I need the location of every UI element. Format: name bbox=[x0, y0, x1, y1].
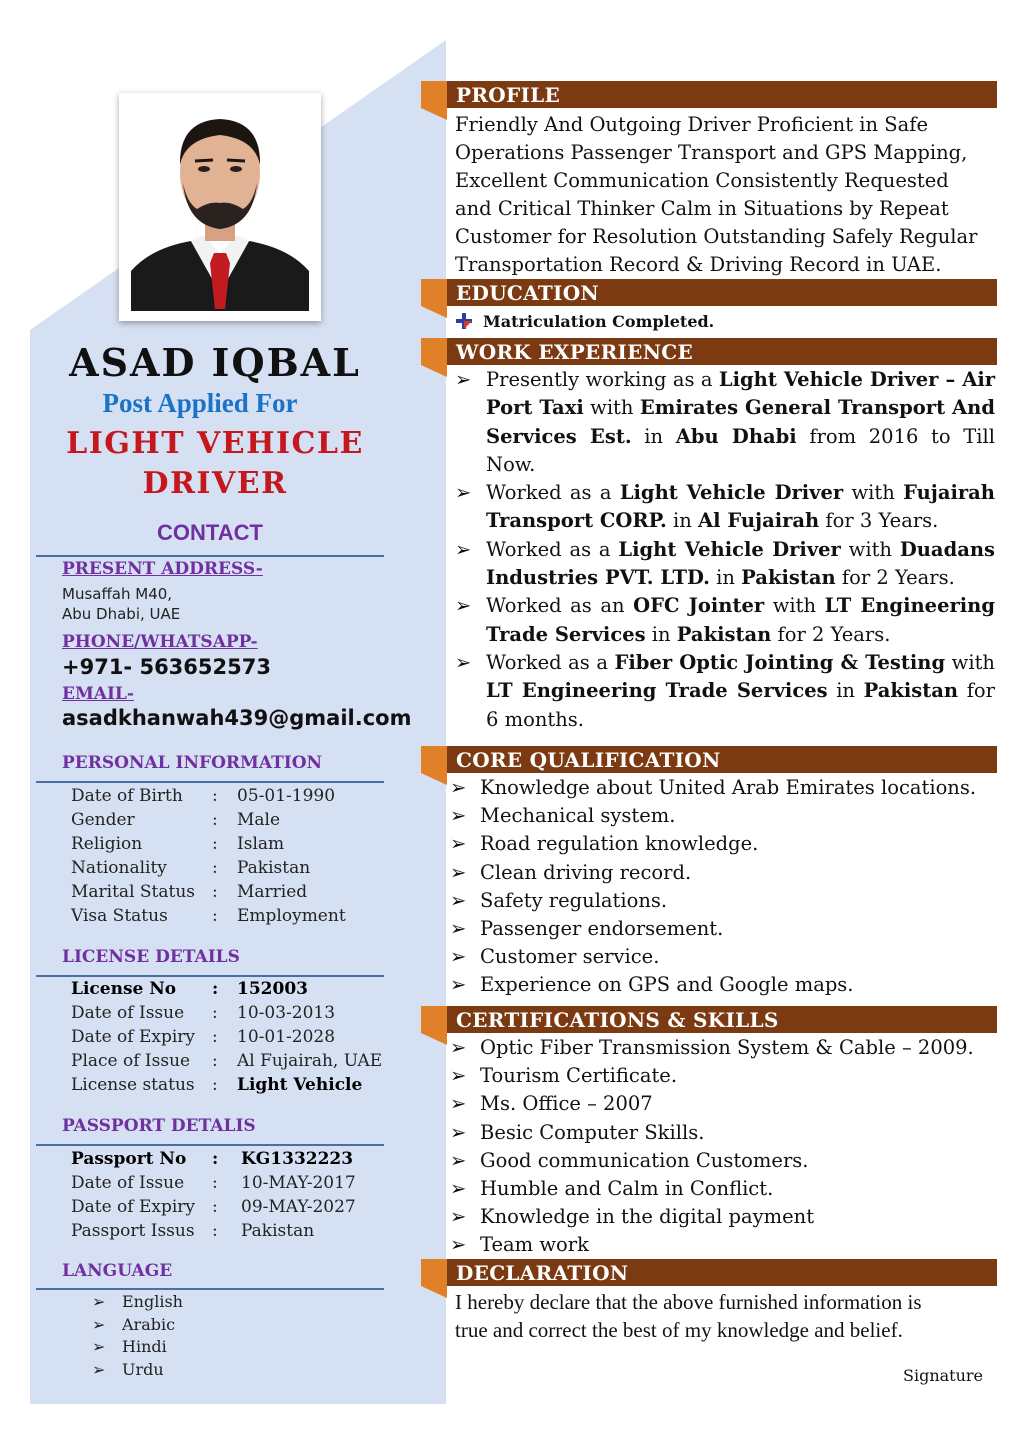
portrait-image bbox=[131, 103, 309, 311]
list-item bbox=[450, 1034, 1000, 1062]
arrow-bullet-icon: ➢ bbox=[450, 804, 467, 828]
header-tab bbox=[421, 338, 447, 365]
passport-details-title: PASSPORT DETALIS bbox=[62, 1116, 256, 1136]
colon: : bbox=[212, 979, 219, 999]
colon: : bbox=[212, 810, 218, 830]
language-list bbox=[92, 1291, 183, 1381]
work-text: with bbox=[843, 481, 904, 505]
table-row bbox=[66, 1025, 382, 1049]
field-label: Passport No bbox=[71, 1149, 187, 1169]
post-title-line-1: LIGHT VEHICLE bbox=[66, 426, 364, 461]
list-item bbox=[450, 1231, 1000, 1259]
certification-text: Knowledge in the digital payment bbox=[480, 1205, 815, 1229]
work-text: Worked as an bbox=[486, 594, 634, 618]
field-value: Married bbox=[237, 882, 308, 902]
arrow-bullet-icon: ➢ bbox=[92, 1359, 106, 1379]
field-value: 152003 bbox=[237, 979, 308, 999]
table-row bbox=[66, 1195, 356, 1219]
arrow-bullet-icon: ➢ bbox=[92, 1314, 106, 1334]
personal-info-table bbox=[66, 784, 346, 928]
bullet-star-icon bbox=[455, 313, 473, 329]
personal-info-title: PERSONAL INFORMATION bbox=[62, 753, 323, 773]
list-item bbox=[92, 1314, 183, 1337]
license-details-title: LICENSE DETAILS bbox=[62, 947, 240, 967]
header-tab bbox=[421, 1006, 447, 1033]
table-row bbox=[66, 1147, 356, 1171]
certification-text: Good communication Customers. bbox=[480, 1148, 809, 1172]
work-company: LT Engineering Trade Services bbox=[486, 679, 828, 703]
colon: : bbox=[212, 1003, 218, 1023]
list-item bbox=[450, 1203, 1000, 1231]
license-table bbox=[66, 977, 382, 1097]
list-item bbox=[455, 536, 995, 593]
section-title: WORK EXPERIENCE bbox=[456, 340, 694, 364]
arrow-bullet-icon: ➢ bbox=[450, 1064, 467, 1088]
list-item bbox=[455, 592, 995, 649]
field-label: Date of Expiry bbox=[71, 1027, 196, 1047]
work-company: Duadans Industries PVT. LTD. bbox=[486, 537, 995, 590]
field-value: Employment bbox=[237, 906, 346, 926]
divider bbox=[36, 781, 384, 783]
field-label: License status bbox=[71, 1075, 195, 1095]
section-title: CORE QUALIFICATION bbox=[456, 748, 721, 772]
email-address[interactable]: asadkhanwah439@gmail.com bbox=[62, 706, 412, 730]
arrow-bullet-icon: ➢ bbox=[450, 1092, 467, 1116]
colon: : bbox=[212, 858, 218, 878]
qualification-text: Passenger endorsement. bbox=[480, 917, 724, 941]
list-item bbox=[450, 859, 1000, 887]
arrow-bullet-icon: ➢ bbox=[450, 888, 467, 912]
table-row bbox=[66, 1001, 382, 1025]
table-row bbox=[66, 808, 346, 832]
qualification-text: Mechanical system. bbox=[480, 804, 676, 828]
section-title: CERTIFICATIONS & SKILLS bbox=[456, 1008, 779, 1032]
header-fold bbox=[421, 1286, 447, 1298]
section-header-education bbox=[421, 279, 997, 306]
core-qualification-list bbox=[450, 774, 1000, 1000]
table-row bbox=[66, 784, 346, 808]
field-value: Al Fujairah, UAE bbox=[237, 1051, 383, 1071]
work-text: with bbox=[840, 537, 900, 561]
address-line-2: Abu Dhabi, UAE bbox=[62, 605, 181, 623]
arrow-bullet-icon: ➢ bbox=[450, 973, 467, 997]
arrow-bullet-icon: ➢ bbox=[450, 1205, 467, 1229]
list-item bbox=[450, 774, 1000, 802]
declaration-text bbox=[455, 1288, 1000, 1344]
work-text: in bbox=[666, 509, 699, 533]
table-row bbox=[66, 977, 382, 1001]
table-row bbox=[66, 1171, 356, 1195]
divider bbox=[36, 1288, 384, 1290]
colon: : bbox=[212, 786, 218, 806]
work-text: with bbox=[764, 594, 825, 618]
field-label: Date of Issue bbox=[71, 1003, 185, 1023]
work-text: with bbox=[583, 396, 640, 420]
field-label: License No bbox=[71, 979, 177, 999]
profile-line: Customer for Resolution Outstanding Safely Regular bbox=[455, 225, 978, 248]
field-label: Place of Issue bbox=[71, 1051, 191, 1071]
contact-title: CONTACT bbox=[157, 520, 263, 545]
work-location: Pakistan bbox=[741, 566, 836, 590]
candidate-name: ASAD IQBAL bbox=[69, 340, 361, 385]
field-value: Pakistan bbox=[237, 858, 311, 878]
field-value: 10-01-2028 bbox=[237, 1027, 336, 1047]
header-fold bbox=[421, 365, 447, 377]
work-text: for 2 Years. bbox=[771, 622, 891, 646]
divider bbox=[36, 1144, 384, 1146]
field-label: Marital Status bbox=[71, 882, 196, 902]
work-text: for 2 Years. bbox=[835, 566, 955, 590]
post-applied-label: Post Applied For bbox=[102, 388, 298, 418]
declaration-line-2: true and correct the best of my knowledge and belief. bbox=[455, 1318, 903, 1342]
qualification-text: Clean driving record. bbox=[480, 860, 692, 884]
work-text: from 2016 to Till Now. bbox=[486, 424, 995, 476]
work-text: Worked as a bbox=[486, 481, 620, 505]
profile-line: Excellent Communication Consistently Requested bbox=[455, 169, 949, 192]
colon: : bbox=[212, 1075, 218, 1095]
work-text: in bbox=[631, 424, 676, 448]
profile-photo bbox=[119, 93, 321, 321]
section-header-certifications bbox=[421, 1006, 997, 1033]
arrow-bullet-icon: ➢ bbox=[450, 1233, 467, 1257]
colon: : bbox=[212, 906, 218, 926]
arrow-bullet-icon: ➢ bbox=[455, 368, 472, 391]
table-row bbox=[66, 1219, 356, 1243]
field-value: 10-03-2013 bbox=[237, 1003, 336, 1023]
field-label: Date of Birth bbox=[71, 786, 183, 806]
field-label: Religion bbox=[71, 834, 143, 854]
section-header-core bbox=[421, 746, 997, 773]
section-title: EDUCATION bbox=[456, 281, 600, 305]
arrow-bullet-icon: ➢ bbox=[450, 1148, 467, 1172]
profile-summary bbox=[455, 111, 1000, 279]
field-value: Pakistan bbox=[241, 1221, 315, 1241]
qualification-text: Knowledge about United Arab Emirates locations. bbox=[480, 776, 977, 799]
table-row bbox=[66, 1073, 382, 1097]
work-experience-list bbox=[455, 366, 995, 734]
certification-text: Optic Fiber Transmission System & Cable – 2009. bbox=[480, 1036, 974, 1059]
header-fold bbox=[421, 108, 447, 120]
field-value: KG1332223 bbox=[241, 1149, 354, 1169]
colon: : bbox=[212, 1027, 218, 1047]
section-title: PROFILE bbox=[456, 83, 561, 107]
field-value: 10-MAY-2017 bbox=[241, 1173, 356, 1193]
email-label: EMAIL- bbox=[62, 684, 134, 704]
work-role: OFC Jointer bbox=[633, 594, 765, 618]
profile-line: and Critical Thinker Calm in Situations by Repeat bbox=[455, 197, 949, 220]
field-value: Light Vehicle bbox=[237, 1075, 363, 1095]
section-header-declaration bbox=[421, 1259, 997, 1286]
list-item bbox=[450, 915, 1000, 943]
work-company: LT Engineering Trade Services bbox=[486, 594, 995, 646]
work-role: Fiber Optic Jointing & Testing bbox=[614, 650, 946, 674]
arrow-bullet-icon: ➢ bbox=[455, 481, 472, 505]
field-value: 09-MAY-2027 bbox=[241, 1197, 356, 1217]
field-label: Gender bbox=[71, 810, 135, 830]
list-item bbox=[450, 971, 1000, 999]
work-text: with bbox=[945, 650, 995, 674]
work-role: Light Vehicle Driver bbox=[619, 481, 844, 505]
list-item bbox=[450, 1175, 1000, 1203]
language-name: English bbox=[122, 1292, 183, 1311]
field-label: Nationality bbox=[71, 858, 167, 878]
arrow-bullet-icon: ➢ bbox=[450, 1177, 467, 1201]
work-location: Al Fujairah bbox=[698, 509, 820, 533]
work-location: Pakistan bbox=[863, 679, 959, 703]
colon: : bbox=[212, 834, 218, 854]
language-name: Urdu bbox=[122, 1359, 164, 1379]
arrow-bullet-icon: ➢ bbox=[455, 650, 472, 674]
colon: : bbox=[212, 1221, 218, 1241]
table-row bbox=[66, 832, 346, 856]
passport-table bbox=[66, 1147, 356, 1243]
work-location: Pakistan bbox=[676, 622, 772, 646]
colon: : bbox=[212, 1197, 218, 1217]
language-name: Hindi bbox=[122, 1337, 167, 1356]
list-item bbox=[450, 802, 1000, 830]
table-row bbox=[66, 856, 346, 880]
arrow-bullet-icon: ➢ bbox=[450, 945, 467, 969]
certification-text: Besic Computer Skills. bbox=[480, 1120, 705, 1144]
profile-line: Transportation Record & Driving Record in UAE. bbox=[455, 253, 942, 276]
arrow-bullet-icon: ➢ bbox=[450, 1120, 467, 1144]
work-text: Presently working as a bbox=[486, 368, 719, 391]
section-title: DECLARATION bbox=[456, 1261, 629, 1285]
section-header-profile bbox=[421, 81, 997, 108]
header-fold bbox=[421, 306, 447, 318]
education-text: Matriculation Completed. bbox=[483, 312, 715, 331]
field-label: Passport Issus bbox=[71, 1221, 195, 1241]
arrow-bullet-icon: ➢ bbox=[455, 537, 472, 561]
work-role: Light Vehicle Driver bbox=[618, 537, 841, 561]
arrow-bullet-icon: ➢ bbox=[450, 776, 467, 799]
qualification-text: Road regulation knowledge. bbox=[480, 832, 759, 856]
table-row bbox=[66, 880, 346, 904]
colon: : bbox=[212, 882, 218, 902]
list-item bbox=[450, 1147, 1000, 1175]
arrow-bullet-icon: ➢ bbox=[92, 1292, 106, 1311]
table-row bbox=[66, 904, 346, 928]
work-company: Emirates General Transport And Services Est. bbox=[486, 396, 995, 448]
qualification-text: Safety regulations. bbox=[480, 888, 668, 912]
arrow-bullet-icon: ➢ bbox=[455, 594, 472, 618]
work-text: in bbox=[645, 622, 677, 646]
education-item bbox=[455, 311, 714, 333]
certification-text: Tourism Certificate. bbox=[480, 1064, 678, 1088]
address-line-1: Musaffah M40, bbox=[62, 585, 173, 603]
certification-text: Team work bbox=[480, 1233, 589, 1257]
work-company: Fujairah Transport CORP. bbox=[486, 481, 995, 533]
list-item bbox=[450, 1090, 1000, 1118]
certification-text: Ms. Office – 2007 bbox=[480, 1092, 653, 1116]
arrow-bullet-icon: ➢ bbox=[450, 1036, 467, 1059]
table-row bbox=[66, 1049, 382, 1073]
field-value: Male bbox=[237, 810, 281, 830]
list-item bbox=[450, 1062, 1000, 1090]
list-item bbox=[455, 479, 995, 536]
header-fold bbox=[421, 1033, 447, 1045]
certifications-list bbox=[450, 1034, 1000, 1260]
header-tab bbox=[421, 1259, 447, 1286]
list-item bbox=[450, 943, 1000, 971]
address-block bbox=[62, 584, 180, 624]
profile-line: Operations Passenger Transport and GPS Mapping, bbox=[455, 141, 968, 164]
language-title: LANGUAGE bbox=[62, 1261, 173, 1281]
post-title-line-2: DRIVER bbox=[142, 466, 288, 501]
list-item bbox=[450, 887, 1000, 915]
colon: : bbox=[212, 1149, 219, 1169]
list-item bbox=[92, 1336, 183, 1359]
work-location: Abu Dhabi bbox=[675, 424, 797, 448]
arrow-bullet-icon: ➢ bbox=[450, 860, 467, 884]
qualification-text: Experience on GPS and Google maps. bbox=[480, 973, 854, 997]
language-name: Arabic bbox=[122, 1314, 176, 1334]
profile-line: Friendly And Outgoing Driver Proficient in Safe bbox=[455, 113, 929, 136]
divider bbox=[36, 555, 384, 557]
header-tab bbox=[421, 81, 447, 108]
qualification-text: Customer service. bbox=[480, 945, 660, 969]
work-text: Worked as a bbox=[486, 650, 615, 674]
arrow-bullet-icon: ➢ bbox=[450, 832, 467, 856]
header-tab bbox=[421, 279, 447, 306]
work-text: for 6 months. bbox=[486, 679, 995, 731]
phone-number[interactable]: +971- 563652573 bbox=[62, 655, 271, 679]
list-item bbox=[450, 1119, 1000, 1147]
work-role: Light Vehicle Driver – Air Port Taxi bbox=[486, 368, 996, 420]
section-header-work bbox=[421, 338, 997, 365]
address-label: PRESENT ADDRESS- bbox=[62, 559, 263, 579]
header-fold bbox=[421, 773, 447, 785]
post-title bbox=[30, 424, 400, 504]
work-text: Worked as a bbox=[486, 537, 619, 561]
field-value: Islam bbox=[237, 834, 285, 854]
phone-label: PHONE/WHATSAPP- bbox=[62, 632, 258, 652]
field-label: Date of Expiry bbox=[71, 1197, 196, 1217]
field-label: Visa Status bbox=[71, 906, 168, 926]
work-text: in bbox=[827, 679, 864, 703]
work-text: for 3 Years. bbox=[819, 509, 939, 533]
field-label: Date of Issue bbox=[71, 1173, 185, 1193]
list-item bbox=[455, 649, 995, 734]
list-item bbox=[450, 830, 1000, 858]
list-item bbox=[455, 366, 995, 479]
certification-text: Humble and Calm in Conflict. bbox=[480, 1177, 774, 1201]
colon: : bbox=[212, 1051, 218, 1071]
arrow-bullet-icon: ➢ bbox=[450, 917, 467, 941]
header-tab bbox=[421, 746, 447, 773]
colon: : bbox=[212, 1173, 218, 1193]
arrow-bullet-icon: ➢ bbox=[92, 1337, 106, 1356]
list-item bbox=[92, 1359, 183, 1382]
list-item bbox=[92, 1291, 183, 1314]
work-text: in bbox=[709, 566, 742, 590]
declaration-line-1: I hereby declare that the above furnished information is bbox=[455, 1290, 922, 1314]
signature-label: Signature bbox=[903, 1366, 984, 1385]
field-value: 05-01-1990 bbox=[237, 786, 336, 806]
